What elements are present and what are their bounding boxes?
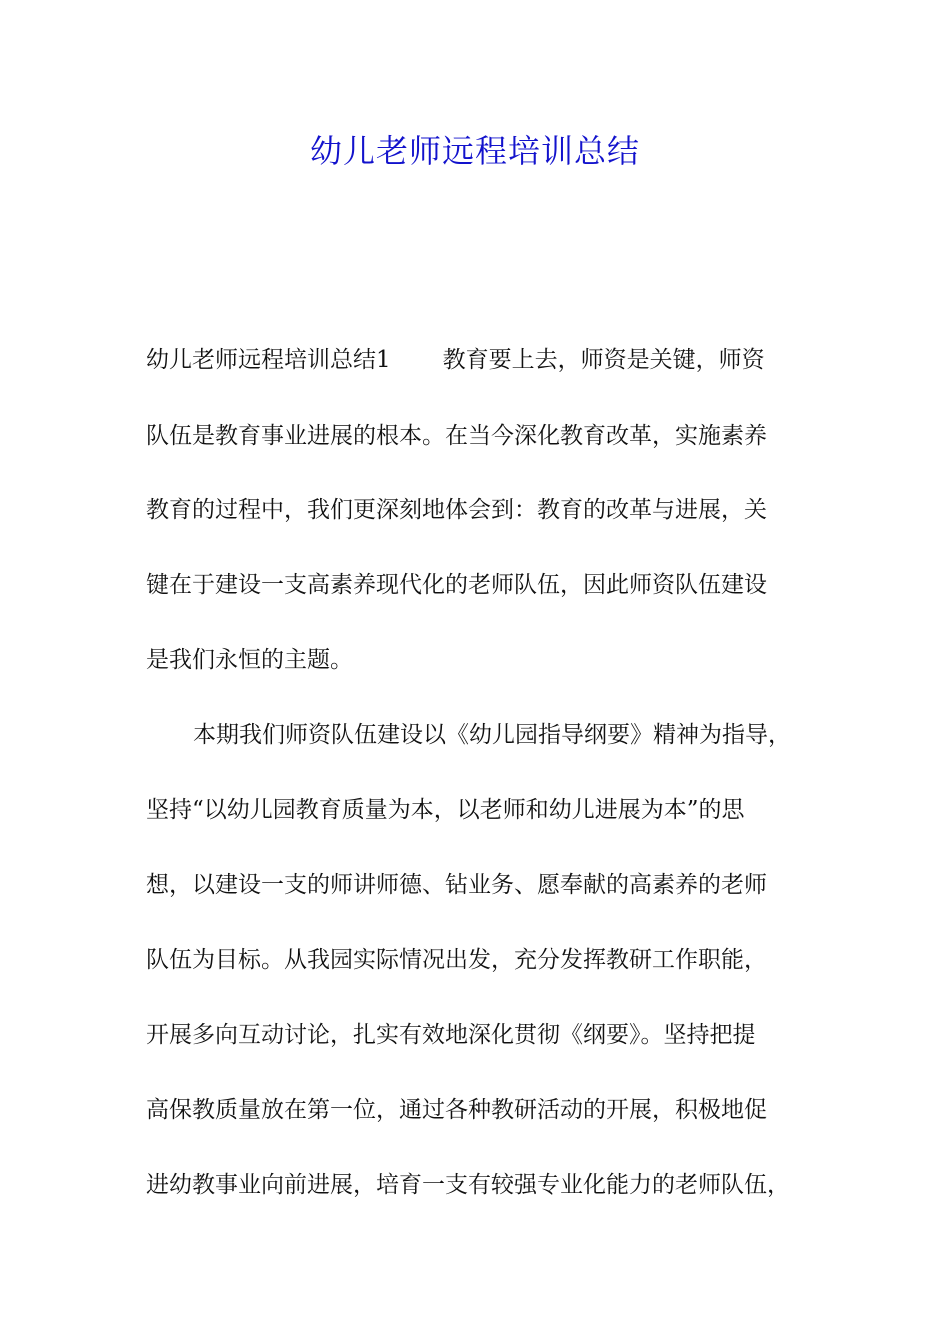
paragraph-line: 本期我们师资队伍建设以《幼儿园指导纲要》精神为指导， xyxy=(193,722,791,748)
paragraph-line: 进幼教事业向前进展，培育一支有较强专业化能力的老师队伍， xyxy=(146,1172,790,1198)
section-heading: 幼儿老师远程培训总结1 xyxy=(146,347,391,373)
paragraph-line: 队伍为目标。从我园实际情况出发，充分发挥教研工作职能， xyxy=(146,947,767,973)
paragraph-line: 开展多向互动讨论，扎实有效地深化贯彻《纲要》。坚持把提 xyxy=(146,1022,756,1048)
paragraph-line: 想，以建设一支的师讲师德、钻业务、愿奉献的高素养的老师 xyxy=(146,872,767,898)
paragraph-line: 教育的过程中，我们更深刻地体会到：教育的改革与进展，关 xyxy=(146,497,767,523)
paragraph-line: 队伍是教育事业进展的根本。在当今深化教育改革，实施素养 xyxy=(146,423,767,449)
paragraph-line: 键在于建设一支高素养现代化的老师队伍，因此师资队伍建设 xyxy=(146,572,767,598)
paragraph-line: 坚持“以幼儿园教育质量为本，以老师和幼儿进展为本”的思 xyxy=(146,797,745,823)
paragraph-text: 教育要上去，师资是关键，师资 xyxy=(442,347,765,373)
paragraph-line xyxy=(146,340,826,380)
paragraph-line: 是我们永恒的主题。 xyxy=(146,647,353,673)
paragraph-line: 高保教质量放在第一位，通过各种教研活动的开展，积极地促 xyxy=(146,1097,767,1123)
document-title: 幼儿老师远程培训总结 xyxy=(309,132,640,170)
